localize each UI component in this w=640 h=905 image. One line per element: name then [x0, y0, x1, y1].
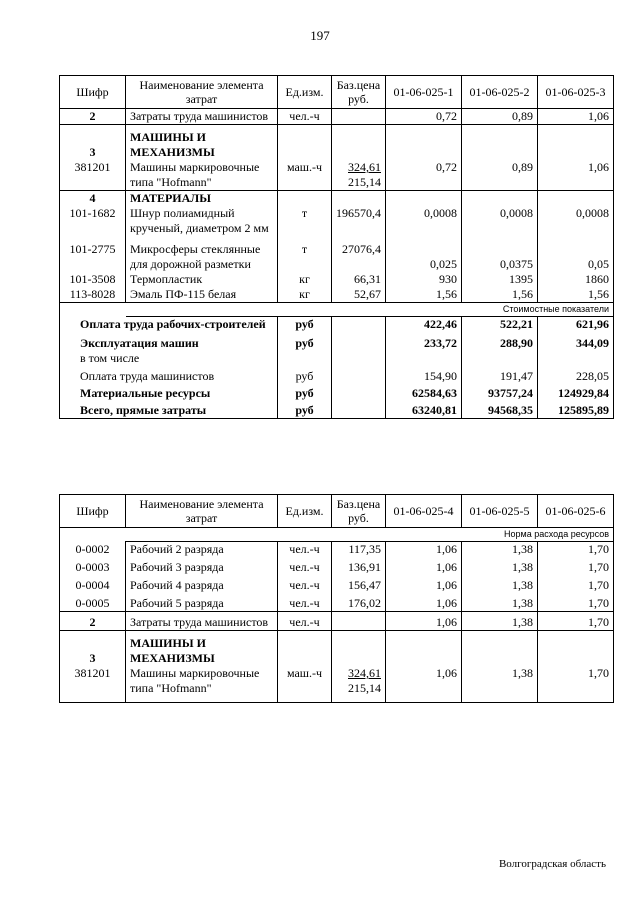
row-value: 1,56	[538, 287, 614, 303]
row-unit: чел.-ч	[278, 612, 332, 631]
row-unit: т	[278, 206, 332, 242]
page-number: 197	[310, 28, 330, 43]
section-code: 3	[60, 631, 126, 667]
row-value: 0,0008	[386, 206, 462, 242]
summary-row	[60, 317, 614, 333]
header-unit: Ед.изм.	[278, 495, 332, 528]
row-price: 156,47	[332, 575, 386, 593]
row-name: Эмаль ПФ-115 белая	[126, 287, 278, 303]
section-note: Стоимостные показатели	[126, 303, 614, 317]
row-unit: чел.-ч	[278, 575, 332, 593]
row-price: 27076,4	[332, 242, 386, 272]
row-value: 1,38	[462, 593, 538, 612]
summary-value: 93757,24	[462, 384, 538, 401]
header-col-6: 01-06-025-6	[538, 495, 614, 528]
row-value: 1,38	[462, 557, 538, 575]
price-top: 324,61	[348, 160, 381, 174]
row-code: 113-8028	[60, 287, 126, 303]
header-name: Наименование элемента затрат	[126, 76, 278, 109]
row-unit: чел.-ч	[278, 557, 332, 575]
summary-value: 344,09	[538, 332, 614, 366]
row-unit: маш.-ч	[278, 160, 332, 191]
table-row	[60, 542, 614, 558]
row-value: 1,38	[462, 666, 538, 703]
row-price: 176,02	[332, 593, 386, 612]
summary-label	[60, 332, 278, 366]
summary-value: 94568,35	[462, 401, 538, 419]
row-unit: т	[278, 242, 332, 272]
table-row	[60, 666, 614, 703]
row-name: Рабочий 5 разряда	[126, 593, 278, 612]
row-value: 1,06	[386, 612, 462, 631]
row-price	[332, 666, 386, 703]
row-code: 2	[60, 109, 126, 125]
section-title: МАШИНЫ И МЕХАНИЗМЫ	[126, 125, 278, 161]
row-value: 1,06	[538, 109, 614, 125]
row-value: 1,06	[386, 542, 462, 558]
row-price: 117,35	[332, 542, 386, 558]
summary-unit: руб	[278, 366, 332, 384]
summary-value: 233,72	[386, 332, 462, 366]
summary-value: 191,47	[462, 366, 538, 384]
row-price: 196570,4	[332, 206, 386, 242]
row-name: Термопластик	[126, 272, 278, 287]
header-name: Наименование элемента затрат	[126, 495, 278, 528]
summary-row	[60, 332, 614, 366]
price-top: 324,61	[348, 666, 381, 680]
row-unit: кг	[278, 272, 332, 287]
row-value: 1,06	[386, 593, 462, 612]
header-col-2: 01-06-025-2	[462, 76, 538, 109]
summary-unit: руб	[278, 401, 332, 419]
table-row	[60, 557, 614, 575]
row-value: 1,70	[538, 542, 614, 558]
row-price	[332, 109, 386, 125]
table-row	[60, 272, 614, 287]
table-header	[60, 495, 614, 528]
summary-label: Оплата труда машинистов	[60, 366, 278, 384]
table-row	[60, 612, 614, 631]
summary-value: 228,05	[538, 366, 614, 384]
table-row	[60, 575, 614, 593]
row-value: 1,56	[462, 287, 538, 303]
row-name: Машины маркировочные типа "Hofmann"	[126, 666, 278, 703]
header-col-3: 01-06-025-3	[538, 76, 614, 109]
price-bottom: 215,14	[348, 175, 381, 189]
summary-row	[60, 366, 614, 384]
summary-row	[60, 384, 614, 401]
summary-value: 621,96	[538, 317, 614, 333]
summary-label: Всего, прямые затраты	[60, 401, 278, 419]
row-unit: маш.-ч	[278, 666, 332, 703]
summary-value: 63240,81	[386, 401, 462, 419]
table-row	[60, 287, 614, 303]
summary-label-main: Эксплуатация машин	[80, 336, 199, 350]
summary-value: 124929,84	[538, 384, 614, 401]
summary-row	[60, 401, 614, 419]
row-price	[332, 160, 386, 191]
row-name: Шнур полиамидный крученый, диаметром 2 мм	[126, 206, 278, 242]
row-value: 1,70	[538, 593, 614, 612]
section-note: Норма расхода ресурсов	[126, 528, 614, 542]
row-unit: чел.-ч	[278, 542, 332, 558]
table-row	[60, 242, 614, 272]
summary-label: Оплата труда рабочих-строителей	[60, 317, 278, 333]
row-value: 0,72	[386, 160, 462, 191]
header-code: Шифр	[60, 76, 126, 109]
summary-value: 522,21	[462, 317, 538, 333]
row-unit: кг	[278, 287, 332, 303]
resource-table-2	[59, 494, 614, 703]
table-row	[60, 593, 614, 612]
row-value: 0,0008	[538, 206, 614, 242]
summary-label-sub: в том числе	[80, 351, 140, 365]
row-value: 1,56	[386, 287, 462, 303]
summary-unit: руб	[278, 384, 332, 401]
summary-value: 125895,89	[538, 401, 614, 419]
row-name: Затраты труда машинистов	[126, 109, 278, 125]
row-code: 0-0003	[60, 557, 126, 575]
row-value: 1,06	[386, 557, 462, 575]
footer-region: Волгоградская область	[498, 858, 606, 870]
row-name: Рабочий 2 разряда	[126, 542, 278, 558]
row-unit: чел.-ч	[278, 593, 332, 612]
row-name: Микросферы стеклянные для дорожной разметки	[126, 242, 278, 272]
section-code: 4	[60, 191, 126, 207]
resource-table-1	[59, 75, 614, 419]
summary-value: 288,90	[462, 332, 538, 366]
row-code: 101-2775	[60, 242, 126, 272]
section-code: 3	[60, 125, 126, 161]
row-value: 0,05	[538, 242, 614, 272]
row-name: Машины маркировочные типа "Hofmann"	[126, 160, 278, 191]
row-unit: чел.-ч	[278, 109, 332, 125]
row-value: 1,70	[538, 557, 614, 575]
table-row	[60, 160, 614, 191]
header-col-5: 01-06-025-5	[462, 495, 538, 528]
row-code: 101-1682	[60, 206, 126, 242]
row-price: 52,67	[332, 287, 386, 303]
row-code: 0-0002	[60, 542, 126, 558]
row-code: 101-3508	[60, 272, 126, 287]
row-value: 1,70	[538, 575, 614, 593]
summary-unit: руб	[278, 332, 332, 366]
summary-value: 422,46	[386, 317, 462, 333]
section-row	[60, 631, 614, 667]
row-value: 1,06	[538, 160, 614, 191]
table-header	[60, 76, 614, 109]
section-title: МАТЕРИАЛЫ	[126, 191, 278, 207]
row-value: 1,38	[462, 542, 538, 558]
row-code: 0-0005	[60, 593, 126, 612]
header-unit: Ед.изм.	[278, 76, 332, 109]
row-value: 0,025	[386, 242, 462, 272]
row-code: 381201	[60, 160, 126, 191]
header-col-4: 01-06-025-4	[386, 495, 462, 528]
row-value: 1860	[538, 272, 614, 287]
note-row	[60, 528, 614, 542]
row-value: 1,70	[538, 612, 614, 631]
row-value: 1,38	[462, 612, 538, 631]
summary-value: 154,90	[386, 366, 462, 384]
summary-value: 62584,63	[386, 384, 462, 401]
row-value: 0,89	[462, 160, 538, 191]
table-row	[60, 206, 614, 242]
row-code: 2	[60, 612, 126, 631]
header-price: Баз.цена руб.	[332, 495, 386, 528]
row-value: 0,0375	[462, 242, 538, 272]
row-value: 1,06	[386, 666, 462, 703]
row-code: 381201	[60, 666, 126, 703]
header-code: Шифр	[60, 495, 126, 528]
row-value: 1,06	[386, 575, 462, 593]
row-value: 930	[386, 272, 462, 287]
row-value: 0,0008	[462, 206, 538, 242]
row-price	[332, 612, 386, 631]
row-value: 1,70	[538, 666, 614, 703]
note-row	[60, 303, 614, 317]
header-price: Баз.цена руб.	[332, 76, 386, 109]
table-row	[60, 109, 614, 125]
header-col-1: 01-06-025-1	[386, 76, 462, 109]
section-row	[60, 191, 614, 207]
row-price: 136,91	[332, 557, 386, 575]
row-code: 0-0004	[60, 575, 126, 593]
row-value: 1395	[462, 272, 538, 287]
summary-unit: руб	[278, 317, 332, 333]
section-row	[60, 125, 614, 161]
row-price: 66,31	[332, 272, 386, 287]
row-value: 1,38	[462, 575, 538, 593]
summary-label: Материальные ресурсы	[60, 384, 278, 401]
row-value: 0,89	[462, 109, 538, 125]
price-bottom: 215,14	[348, 681, 381, 695]
row-name: Рабочий 3 разряда	[126, 557, 278, 575]
row-name: Рабочий 4 разряда	[126, 575, 278, 593]
section-title: МАШИНЫ И МЕХАНИЗМЫ	[126, 631, 278, 667]
row-value: 0,72	[386, 109, 462, 125]
row-name: Затраты труда машинистов	[126, 612, 278, 631]
